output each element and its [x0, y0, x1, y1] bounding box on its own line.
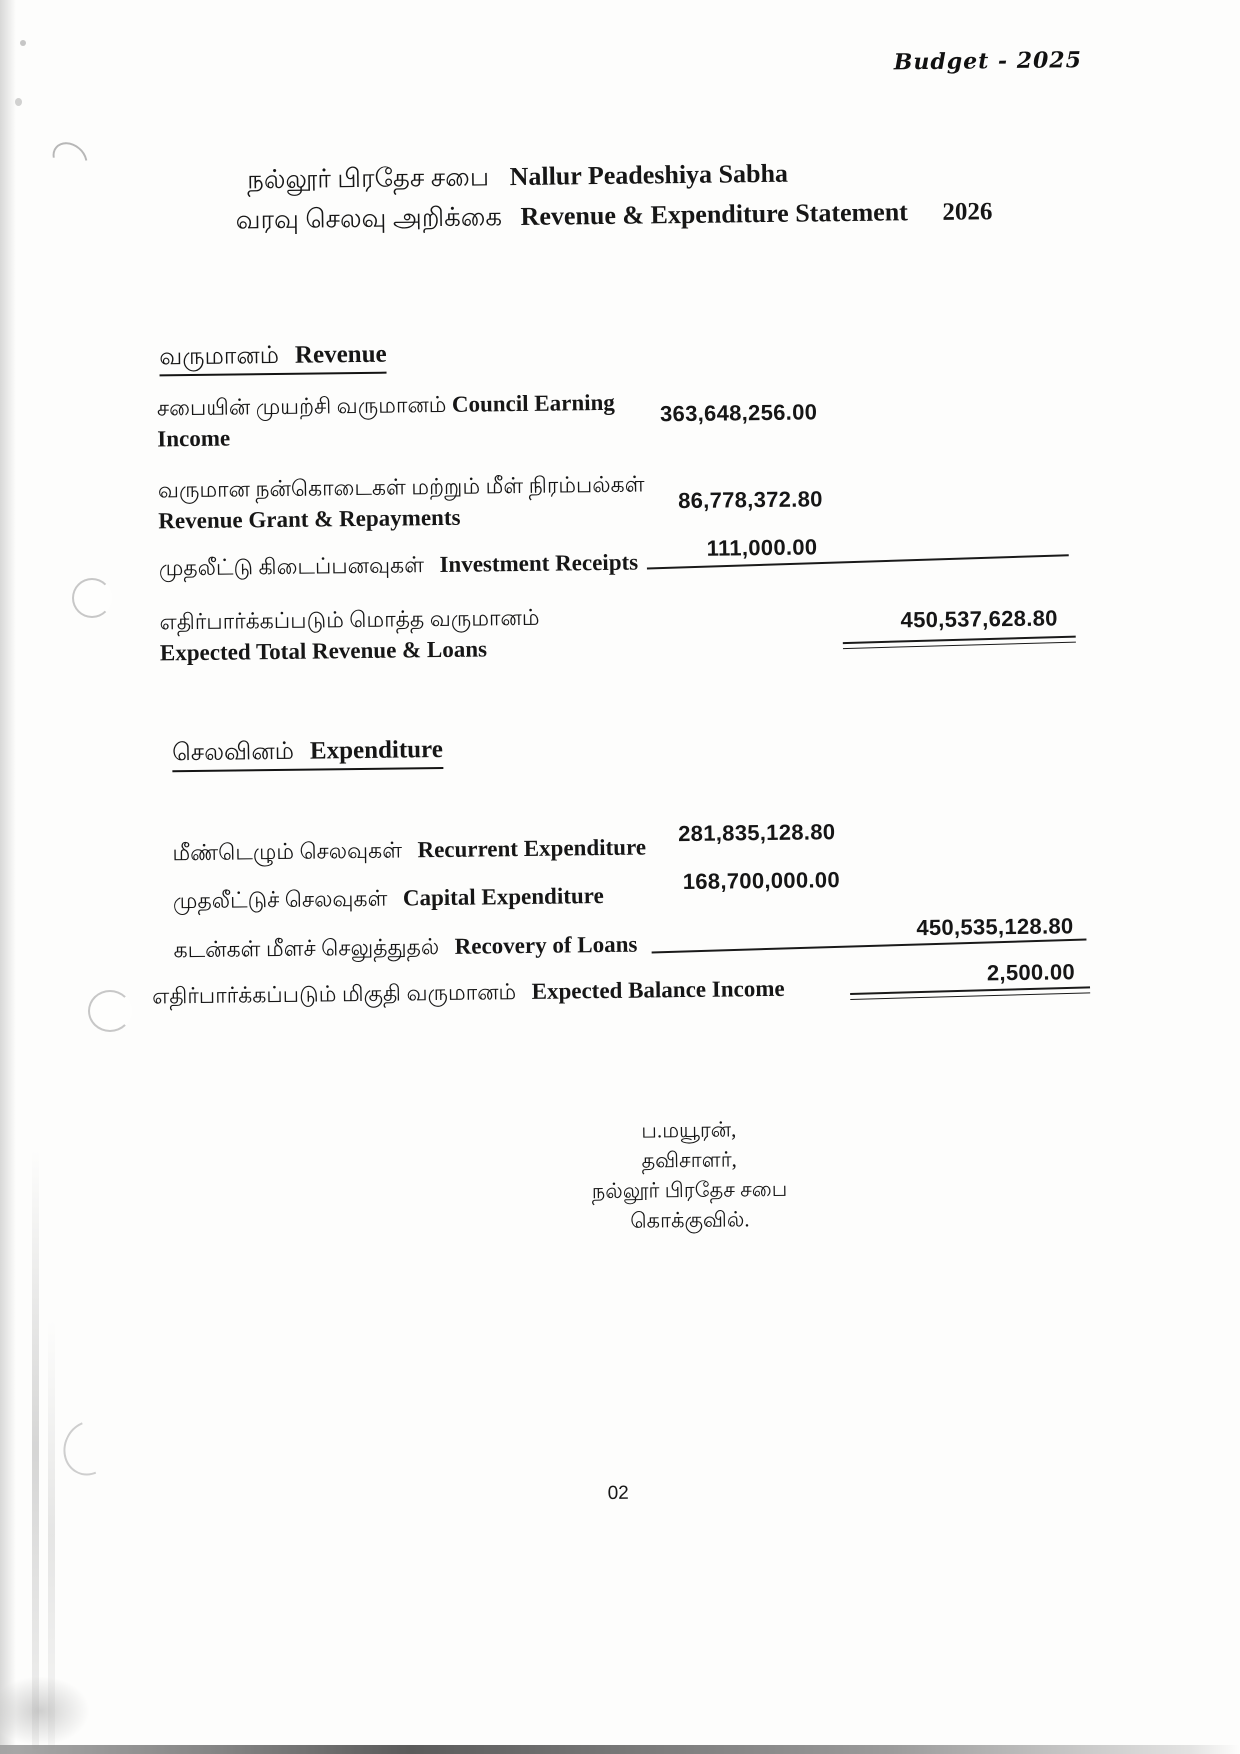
expenditure-row-label-recovery-of-loans	[173, 929, 637, 966]
expenditure-section-heading	[172, 736, 443, 772]
expenditure-amount-recovery-of-loans: 450,535,128.80	[916, 913, 1074, 941]
row-label-english: Recurrent Expenditure	[417, 834, 647, 863]
document-subtitle	[235, 196, 992, 238]
revenue-total-double-rule	[843, 636, 1076, 650]
row-label-english: Recovery of Loans	[454, 931, 638, 959]
row-label-tamil: முதலீட்டுச் செலவுகள்	[172, 885, 388, 914]
revenue-heading-english: Revenue	[294, 340, 387, 369]
expenditure-amount-recurrent: 281,835,128.80	[678, 819, 836, 847]
document-title	[247, 159, 788, 199]
revenue-heading-tamil: வருமானம்	[159, 342, 280, 371]
row-label-tamil: வருமான நன்கொடைகள் மற்றும் மீள் நிரம்பல்கள்	[157, 471, 645, 503]
revenue-row-label-grant-repayments	[158, 468, 679, 536]
budget-watermark: Budget - 2025	[893, 47, 1083, 76]
total-label-english: Expected Total Revenue & Loans	[159, 636, 488, 666]
row-label-english: Council Earning Income	[157, 389, 616, 452]
revenue-section-heading	[159, 341, 387, 377]
expenditure-heading-english: Expenditure	[309, 735, 443, 765]
document-subtitle-english: Revenue & Expenditure Statement	[520, 197, 909, 231]
row-label-tamil: கடன்கள் மீளச் செலுத்துதல்	[173, 934, 440, 963]
signature-place: கொக்குவில்.	[630, 1207, 750, 1233]
page-number: 02	[607, 1482, 629, 1505]
revenue-row-label-investment-receipts	[159, 547, 639, 584]
document-title-english: Nallur Peadeshiya Sabha	[509, 158, 789, 192]
signature-block	[534, 1113, 845, 1237]
revenue-total-label	[159, 600, 680, 668]
revenue-total-amount: 450,537,628.80	[900, 605, 1058, 633]
document-subtitle-tamil: வரவு செலவு அறிக்கை	[235, 202, 503, 235]
expected-balance-income-amount: 2,500.00	[986, 959, 1076, 986]
row-label-english: Revenue Grant & Repayments	[158, 504, 461, 534]
total-label-english: Expected Balance Income	[531, 975, 785, 1004]
expected-balance-income-label	[152, 973, 785, 1012]
total-label-tamil: எதிர்பார்க்கப்படும் மொத்த வருமானம்	[159, 604, 540, 635]
signature-organization: நல்லூர் பிரதேச சபை	[591, 1176, 788, 1204]
expenditure-heading-tamil: செலவினம்	[172, 738, 295, 767]
expenditure-row-label-capital	[173, 880, 604, 916]
revenue-row-label-council-earning-income	[157, 387, 638, 455]
row-label-tamil: மீண்டெழும் செலவுகள்	[172, 837, 403, 866]
revenue-amount-investment-receipts: 111,000.00	[706, 534, 818, 561]
row-label-tamil: சபையின் முயற்சி வருமானம்	[156, 391, 447, 421]
signature-name: ப.மயூரன்,	[641, 1117, 737, 1143]
expected-balance-double-rule	[850, 986, 1090, 1000]
signature-designation: தவிசாளர்,	[641, 1147, 737, 1173]
revenue-amount-grant-repayments: 86,778,372.80	[677, 486, 823, 514]
row-label-tamil: முதலீட்டு கிடைப்பனவுகள்	[158, 552, 425, 581]
total-label-tamil: எதிர்பார்க்கப்படும் மிகுதி வருமானம்	[151, 979, 517, 1009]
expenditure-amount-capital: 168,700,000.00	[682, 867, 841, 895]
row-label-english: Capital Expenditure	[402, 883, 604, 911]
expenditure-row-label-recurrent	[172, 832, 646, 869]
document-title-tamil: நல்லூர் பிரதேச சபை	[246, 162, 490, 195]
budget-year: 2026	[942, 198, 993, 226]
row-label-english: Investment Receipts	[439, 549, 639, 578]
recovery-of-loans-rule	[652, 939, 1087, 954]
revenue-amount-council-earning-income: 363,648,256.00	[659, 399, 818, 427]
